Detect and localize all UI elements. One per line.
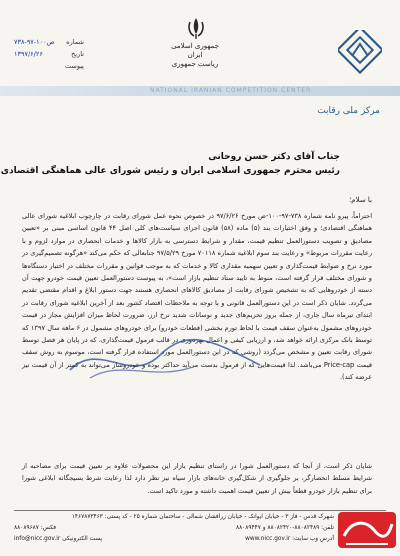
email-label: پست الکترونیکی [62, 536, 103, 542]
competition-center-logo-icon [338, 30, 382, 84]
letter-meta [14, 36, 84, 72]
meta-date-row [14, 48, 84, 60]
footer-web-row [14, 534, 334, 545]
letter-paragraph-1: احتراماً، پیرو نامه شماره ۷۳۸-۹۷-۱۰۰-ص مورخ ۹۷/۶/۲۶ در خصوص نحوه عمل شورای رقابت در چارچوب ابلاغیه شورای عالی هماهنگی اقتصادی؛ و وفق اختیارات بند (۵) ماده (۵۸) قانون اجرای سیاست‌های کلی اصل ۴۴ قانون اساسی مبنی بر «تعیین مصادیق و تصویب دستورالعمل تنظیم قیمت، مقدار و شرایط دسترسی به بازار کالاها و خدمات انحصاری در موارد لزوم و با رعایت مقررات مربوط» و رعایت بند سوم ابلاغیه شماره ۷۰۱۱۸ مورخ ۹۷/۵/۲۹ جنابعالی که حکم می‌کند «هرگونه تصمیم‌گیری در مورد نرخ و ضوابط قیمت‌گذاری و تعیین سهمیه مقداری کالا و خدمات که به موجب قوانین و مقررات مختلف در اختیار دستگاه‌ها و شورای مختلف قرار گرفته است، منوط به تایید ستاد تنظیم بازار است»، به پیوست دستورالعمل تعیین قیمت خودرو جهت آن دسته از خودروهایی که به تشخیص شورای رقابت از مصادیق کالاهای انحصاری هستند جهت دستور ابلاغ و اقدام مقتضی تقدیم می‌گردد. شایان ذکر است در این دستورالعمل قانونی و با توجه به ملاحظات اقتصاد کشور بعد از آخرین ابلاغیه شورای رقابت در ابتدای تیرماه سال جاری، از جمله بروز تحریم‌های جدید و نوسانات شدید نرخ ارز، ضرورت لحاظ میزان افزایش مجاز در قیمت خودروهای مشمول به‌عنوان سقف قیمت با لحاظ تورم بخشی (قطعات خودرو) برای خودروهای مشمول در ۶ ماهه سال ۱۳۹۷ که توسط بانک مرکزی ارائه خواهد شد، و ارزیابی کیفی و اعمال بهره‌وری در قالب فرمول قیمت‌گذاری، که در پایان هر فصل توسط شورای رقابت تعیین و مشخص می‌گردد (روشی که در این دستورالعمل مورد استفاده قرار گرفته است، موسوم به روش سقف قیمت Price-cap می‌باشد. لذا قیمت‌هایی که از فرمول بدست می‌آید حداکثر بوده و خودروساز می‌تواند به کمتر از آن قیمت نیز عرضه کند). [22, 212, 373, 382]
number-label: شماره [66, 38, 84, 46]
number-value: ۷۳۸-۹۷-۱۰۰ص [14, 38, 55, 46]
footer [14, 512, 334, 545]
date-label: تاریخ [71, 50, 84, 58]
iran-emblem-icon [185, 16, 207, 40]
date-value: ۱۳۹۷/۶/۲۶ [14, 50, 43, 58]
footer-phone: تلفن: ۸۸۰۸۲۴۸۹-۸۸۰۸۲۴۲۰ و ۸۸۰۸۹۴۴۷ [235, 525, 334, 531]
footer-address: شهرک قدس - فاز ۳ - خیابان ایوانک - خیابان زرافشان شمالی - ساختمان شماره ۲۵ - کد پستی: ۱۴۶۷۸۷۳۴۶۳ [71, 514, 334, 520]
government-title [165, 42, 225, 69]
website-label: آدرس وب سایت: [292, 536, 334, 542]
letter-paragraph-2: شایان ذکر است، از آنجا که دستورالعمل شورا در راستای تنظیم بازار این محصولات علاوه بر تعیین قیمت برای مصاحبه از شرایط مسلط انحصارگر، بر جلوگیری از شکل‌گیری خانه‌های بازار سیاه نیز نظر دارد لذا رعایت شرط بسیجگانه ابلاغی شورا برای تنظیم بازار خودرو قطعاً بیش از تعیین قیمت اهمیت داشته و مورد تاکید است. [22, 462, 372, 495]
signature-stamp-icon [60, 330, 270, 390]
addressee [1, 150, 340, 178]
email-link[interactable]: info@nicc.gov.ir [14, 536, 61, 542]
meta-attachment-row [14, 60, 84, 72]
addressee-line-2: رئیس محترم جمهوری اسلامی ایران و رئیس شورای عالی هماهنگی اقتصادی [0, 166, 340, 176]
persian-khodro-watermark-icon [336, 508, 398, 552]
meta-number-row [14, 36, 84, 48]
salutation: با سلام؛ [349, 196, 372, 204]
logo-caption: مرکز ملی رقابت [317, 106, 380, 116]
footer-fax: فکس: ۸۸۰۸۹۶۸۷ [14, 525, 57, 531]
gov-line-2: ریاست جمهوری [171, 60, 219, 68]
footer-divider [14, 510, 386, 511]
attachment-label: پیوست [65, 62, 84, 70]
addressee-line-1: جناب آقای دکتر حسن روحانی [208, 152, 340, 162]
gov-line-1: جمهوری اسلامی ایران [171, 42, 219, 59]
footer-contact-row [14, 523, 334, 534]
band-text: NATIONAL IRANIAN COMPETITION CENTER [150, 87, 312, 94]
website-link[interactable]: www.nicc.gov.ir [245, 536, 291, 542]
